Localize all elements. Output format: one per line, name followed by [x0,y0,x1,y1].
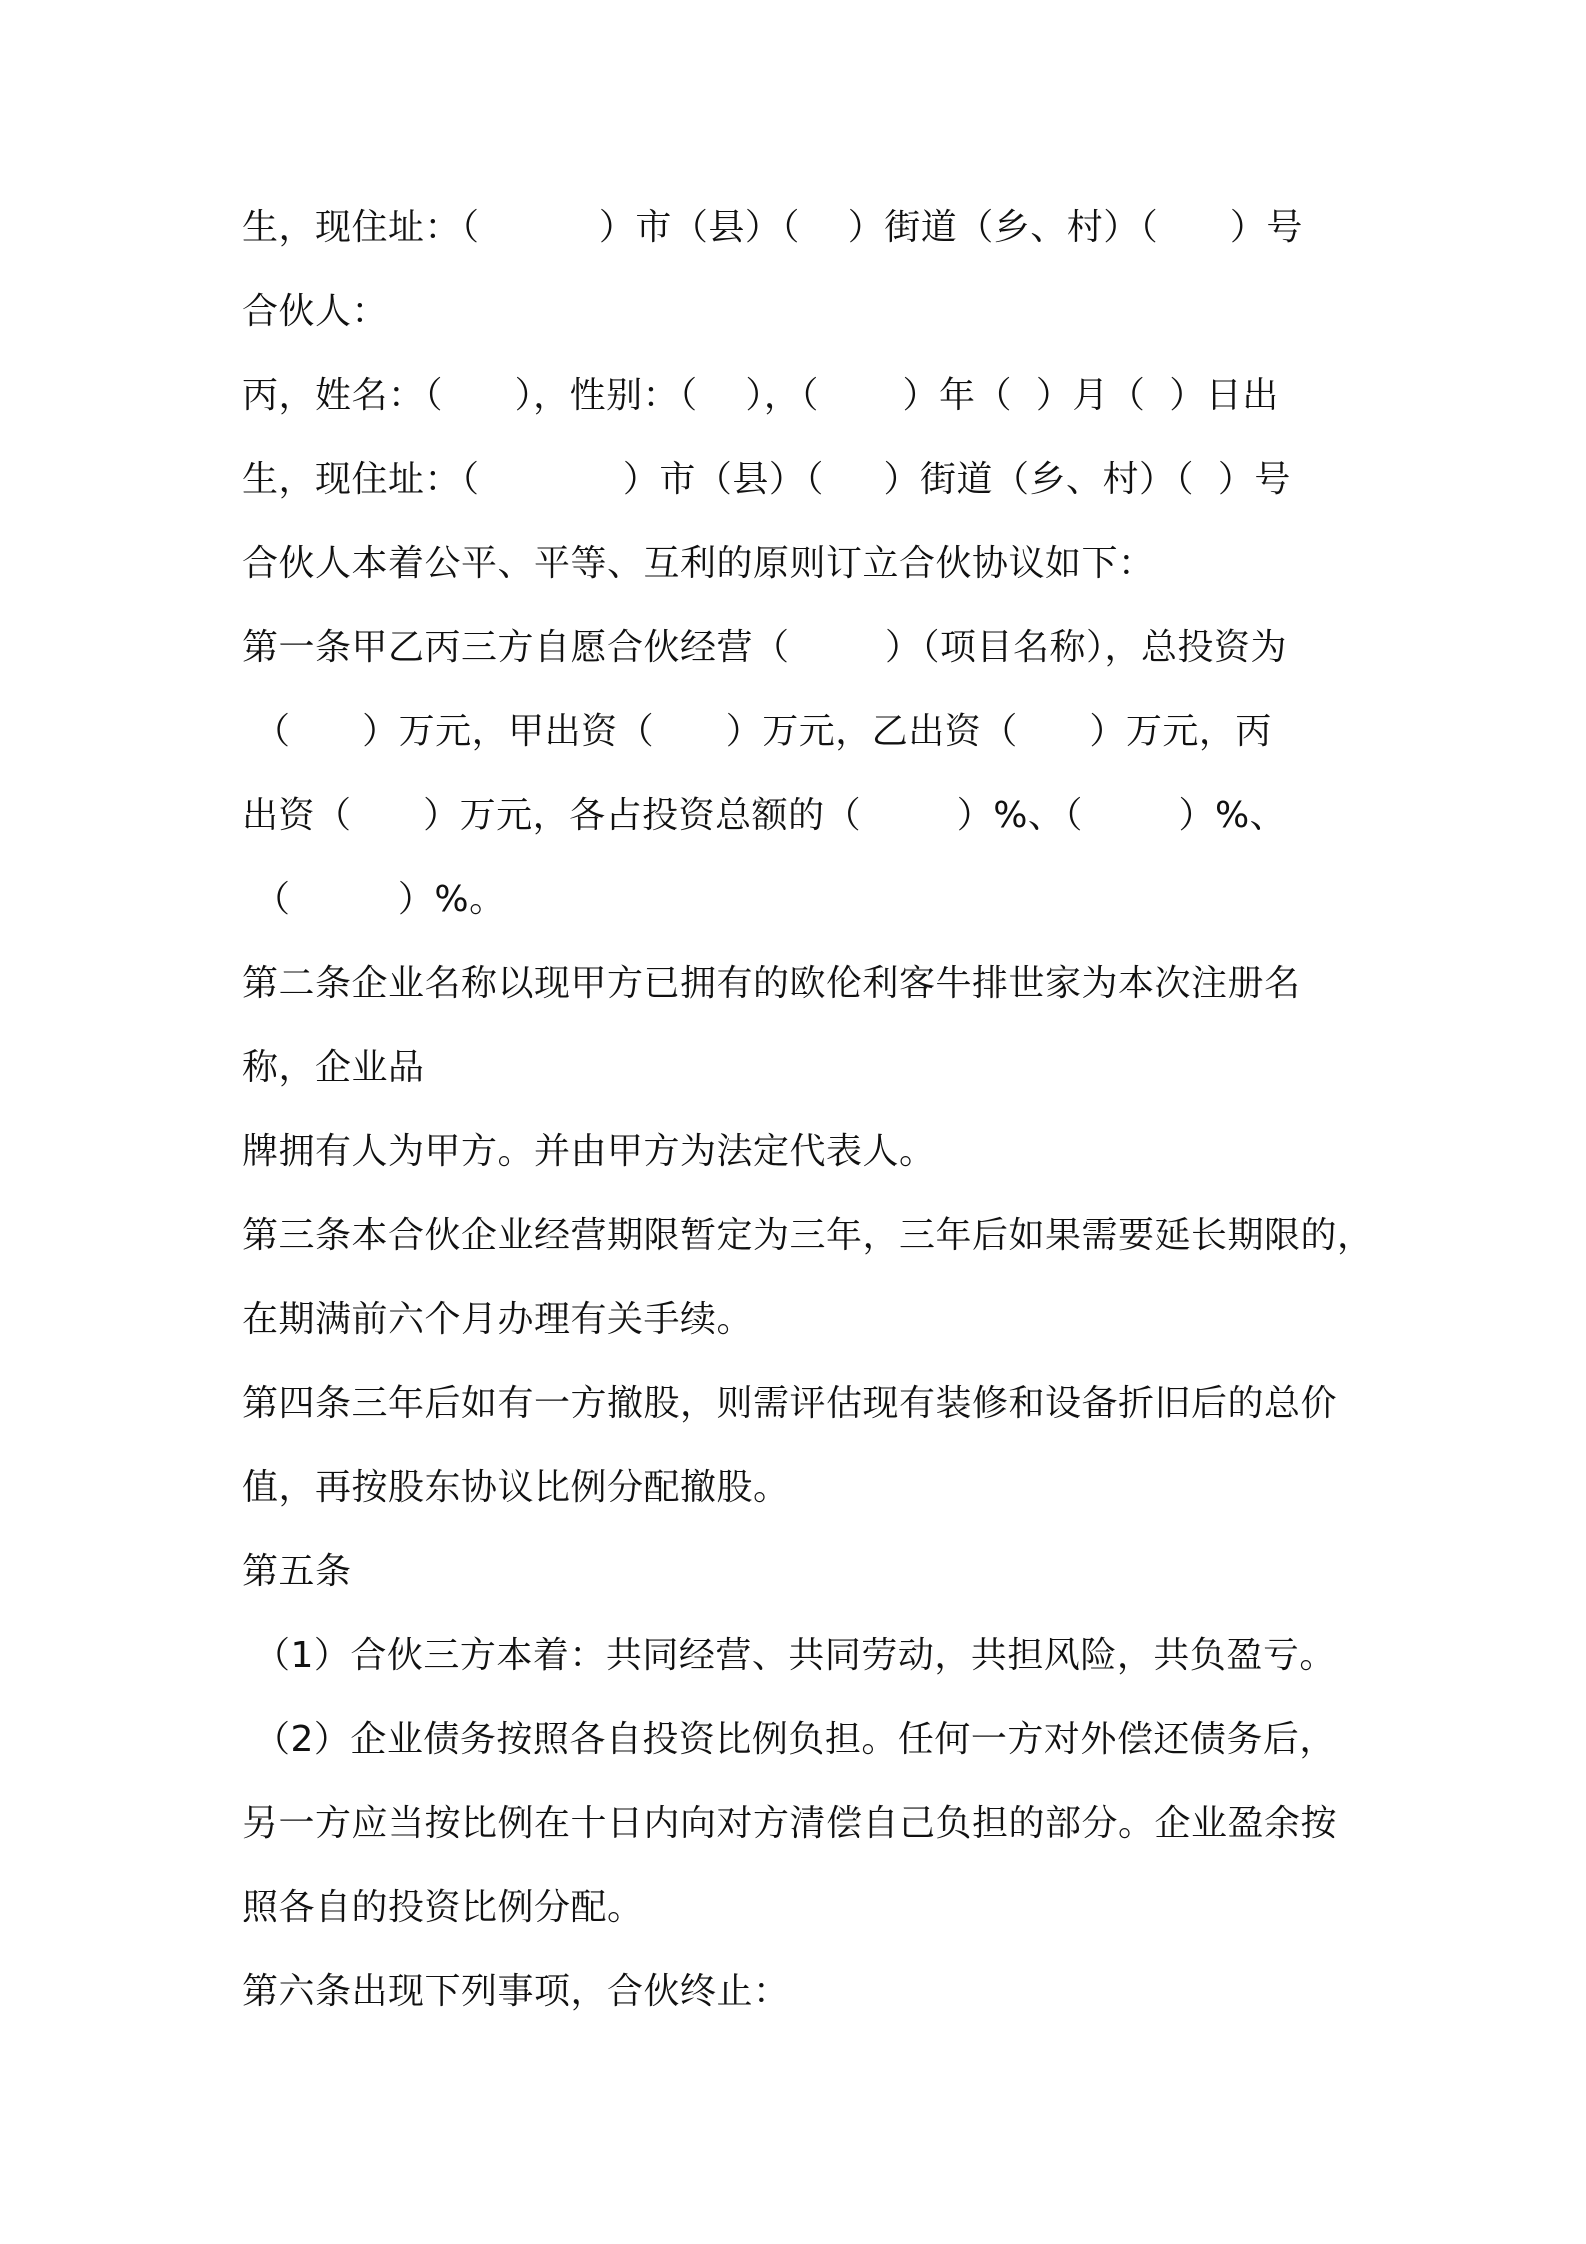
text-line: 第五条 [242,1551,352,1592]
text-line: 生，现住址：（ ）市（县）（ ）街道（乡、村）（ ）号 [242,459,1291,500]
text-line: 另一方应当按比例在十日内向对方清偿自己负担的部分。企业盈余按 [242,1803,1338,1844]
text-line: 在期满前六个月办理有关手续。 [242,1299,754,1340]
text-line: 生，现住址：（ ）市（县）（ ）街道（乡、村）（ ）号 [242,207,1303,248]
text-line: 第六条出现下列事项，合伙终止： [242,1971,790,2012]
text-line: 称，企业品 [242,1047,425,1088]
text-line: 第四条三年后如有一方撤股，则需评估现有装修和设备折旧后的总价 [242,1383,1338,1424]
text-line: 丙，姓名：（ ），性别：（ ），（ ）年（ ）月（ ）日出 [242,375,1279,416]
text-line: 牌拥有人为甲方。并由甲方为法定代表人。 [242,1131,936,1172]
text-line: 合伙人本着公平、平等、互利的原则订立合伙协议如下： [242,543,1155,584]
text-line: 第一条甲乙丙三方自愿合伙经营（ ）（项目名称），总投资为 [242,627,1288,668]
text-line: 出资（ ）万元，各占投资总额的（ ）%、（ ）%、 [242,795,1287,836]
text-line: 合伙人： [242,291,389,332]
text-line: （ ）%。 [242,879,506,920]
text-line: 第三条本合伙企业经营期限暂定为三年，三年后如果需要延长期限的， [242,1215,1374,1256]
text-line: （2）企业债务按照各自投资比例负担。任何一方对外偿还债务后， [242,1719,1336,1760]
text-line: 值，再按股东协议比例分配撤股。 [242,1467,790,1508]
text-line: 照各自的投资比例分配。 [242,1887,644,1928]
text-line: （ ）万元，甲出资（ ）万元，乙出资（ ）万元，丙 [242,711,1272,752]
text-line: （1）合伙三方本着：共同经营、共同劳动，共担风险，共负盈亏。 [242,1635,1336,1676]
text-line: 第二条企业名称以现甲方已拥有的欧伦利客牛排世家为本次注册名 [242,963,1301,1004]
